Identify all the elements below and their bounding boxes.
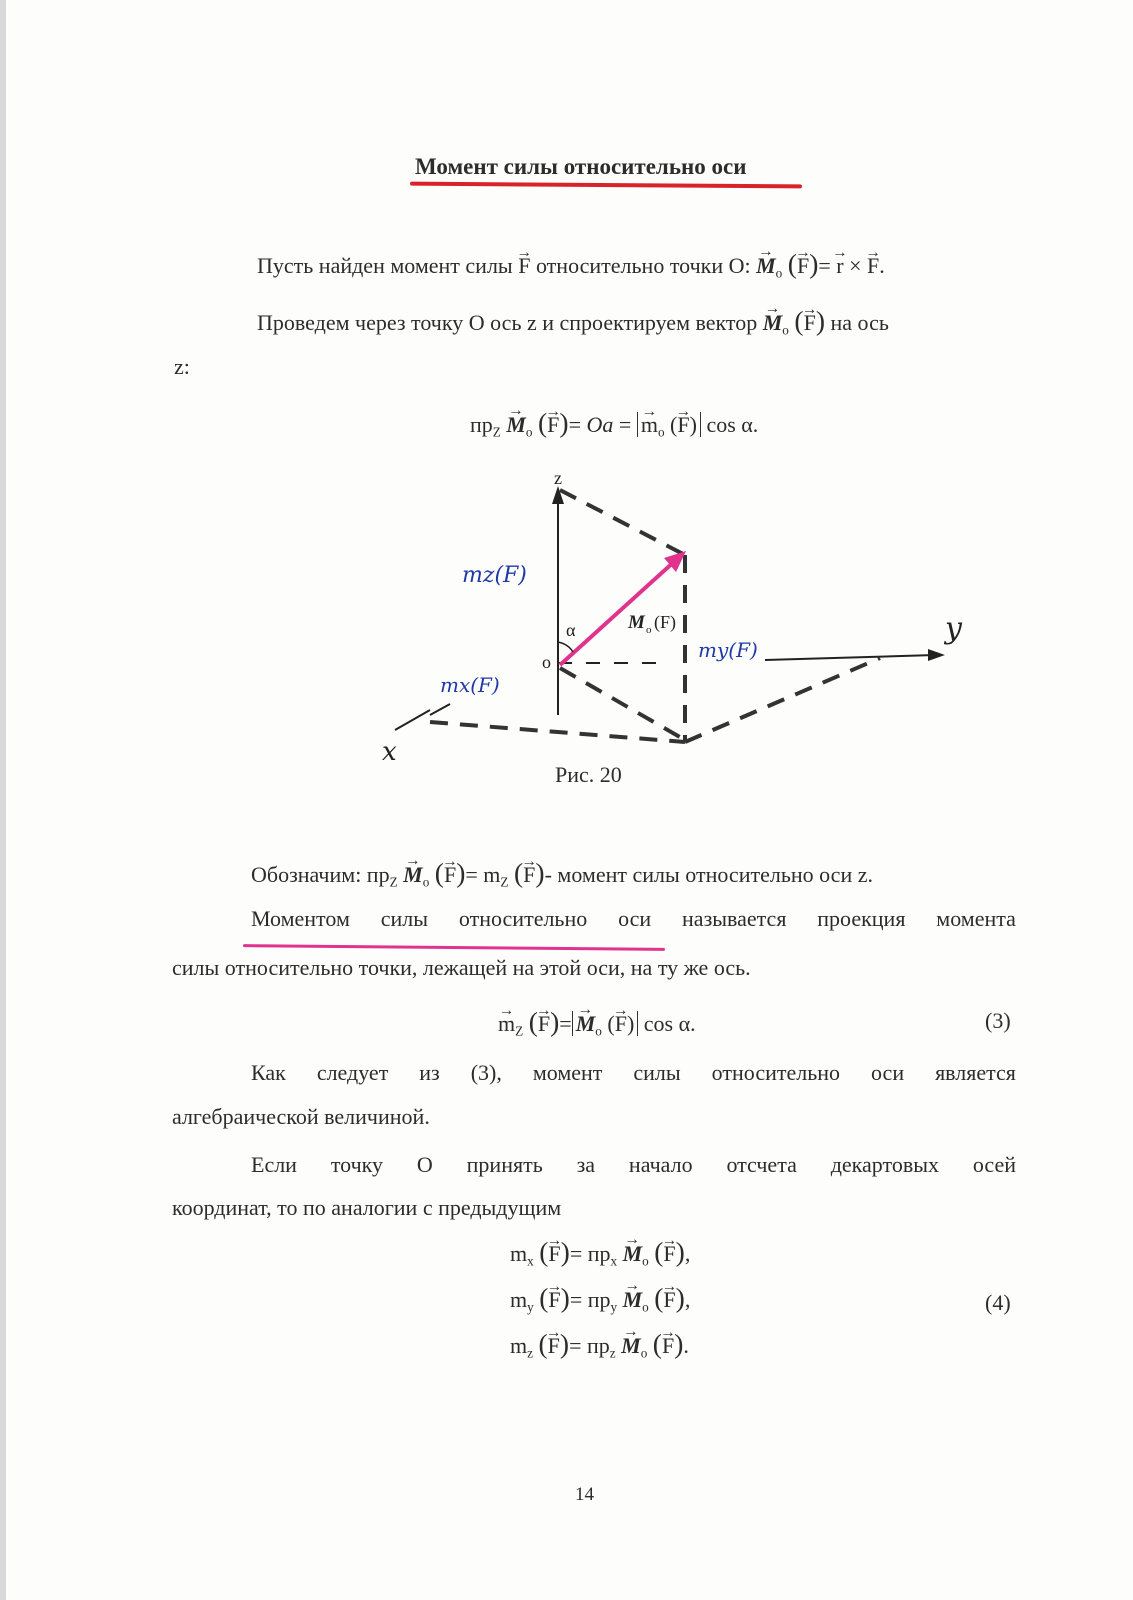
x-axis xyxy=(395,710,430,730)
y-axis-arrowhead xyxy=(928,649,945,661)
x-axis-tail xyxy=(430,704,450,715)
paragraph-4-definition: Моментом силы относительно оси называется проекция момента xyxy=(251,906,1016,931)
paragraph-5-cont: алгебраической величиной. xyxy=(172,1104,430,1129)
dash-origin-to-base xyxy=(560,668,685,740)
page-title: Момент силы относительно оси xyxy=(415,154,747,179)
dash-x-to-base xyxy=(430,722,685,742)
paragraph-2: Проведем через точку O ось z и спроектируем вектор → $M_o$ (→ F) на ось xyxy=(257,305,889,339)
alpha-arc xyxy=(558,642,573,652)
label-y: y xyxy=(945,611,962,646)
label-m0-sub: o xyxy=(646,624,652,636)
paragraph-1: Пусть найден момент силы → F относительно точки O: → $M_o$ (→ F)= → r × → F. xyxy=(257,248,885,282)
label-z: z xyxy=(554,468,562,488)
figure-caption: Рис. 20 xyxy=(555,762,622,787)
label-origin: o xyxy=(542,652,551,672)
moment-symbol: → M xyxy=(756,253,776,279)
page-number: 14 xyxy=(575,1484,594,1505)
z-axis-arrowhead xyxy=(552,486,564,504)
y-axis xyxy=(765,655,935,660)
label-m0: M xyxy=(628,612,645,633)
figure-20-diagram xyxy=(370,460,990,790)
paragraph-2-cont: z: xyxy=(174,354,190,379)
equation-4-row-y: $m_y$ (→ $F)= пр_y \to M_o$ (→ F), xyxy=(510,1282,690,1316)
dash-base-to-y xyxy=(685,658,880,742)
equation-3: → $m_Z$ (→ $F)=\to M_o$ (→ F) cos α. xyxy=(498,1006,696,1040)
label-mx: mx(F) xyxy=(440,673,500,697)
label-mz: mz(F) xyxy=(462,563,527,588)
label-m0-arg: (F) xyxy=(654,612,676,632)
label-alpha: α xyxy=(566,620,576,640)
paragraph-3: Обозначим: $пр_Z \to M_o$ (→ $F)= m_Z$ (→ F)- момент силы относительно оси z. xyxy=(251,857,873,891)
paragraph-6: Если точку O принять за начало отсчета декартовых осей xyxy=(251,1152,1016,1177)
equation-projection: $пр_Z \to M_o$ (→ F)= Oa = → $m_o$ (→ F) cos α. xyxy=(470,407,758,441)
dash-z-to-tip xyxy=(560,490,685,555)
paragraph-4-cont: силы относительно точки, лежащей на этой оси, на ту же ось. xyxy=(172,955,751,980)
equation-4-row-x: $m_x$ (→ $F)= пр_x \to M_o$ (→ F), xyxy=(510,1236,690,1270)
paragraph-6-cont: координат, то по аналогии с предыдущим xyxy=(172,1195,562,1220)
equation-4-number: (4) xyxy=(985,1290,1011,1315)
label-my: my(F) xyxy=(698,638,758,662)
force-symbol: → F xyxy=(518,253,530,279)
equation-4-row-z: $m_z$ (→ $F)= пр_z \to M_o$ (→ F). xyxy=(510,1328,689,1362)
label-x: x xyxy=(382,737,397,767)
title-underline xyxy=(410,182,802,189)
scan-edge xyxy=(0,0,6,1600)
equation-3-number: (3) xyxy=(985,1008,1011,1033)
definition-underline xyxy=(243,944,665,951)
paragraph-5: Как следует из (3), момент силы относительно оси является xyxy=(251,1060,1016,1085)
